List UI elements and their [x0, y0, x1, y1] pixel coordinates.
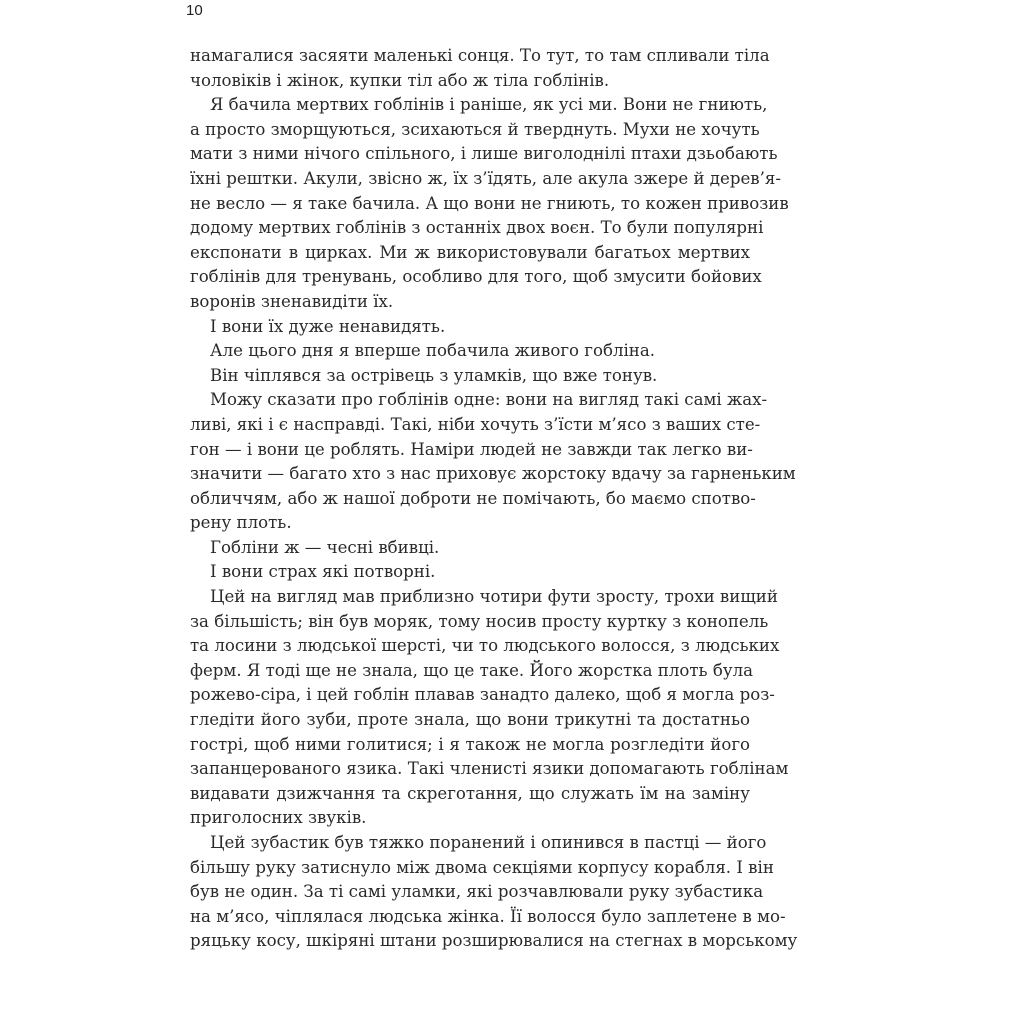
text-line: був не один. За ті самі уламки, які розчавлювали руку зубастика [190, 882, 764, 902]
text-line: та лосини з людської шерсті, чи то людського волосся, з людських [190, 636, 780, 656]
text-line: гледіти його зуби, проте знала, що вони трикутні та достатньо [190, 710, 750, 730]
page-number: 10 [186, 2, 203, 19]
text-line: гон — і вони це роблять. Наміри людей не завжди так легко ви- [190, 439, 753, 459]
text-line: ферм. Я тоді ще не знала, що це таке. Його жорстка плоть була [190, 660, 754, 680]
text-line: рену плоть. [190, 513, 292, 533]
text-line: І вони їх дуже ненавидять. [210, 316, 446, 336]
text-line: за більшість; він був моряк, тому носив просту куртку з конопель [190, 611, 769, 631]
text-line: приголосних звуків. [190, 808, 367, 828]
text-line: Цей зубастик був тяжко поранений і опинився в пастці — його [210, 833, 767, 852]
text-line: їхні рештки. Акули, звісно ж, їх з’їдять, але акула зжере й дерев’я- [190, 168, 781, 188]
text-line: значити — багато хто з нас приховує жорстоку вдачу за гарненьким [190, 464, 796, 484]
text-line: експонати в цирках. Ми ж використовували багатьох мертвих [190, 242, 750, 262]
text-line: І вони страх які потворні. [210, 562, 436, 582]
text-line: Але цього дня я вперше побачила живого гобліна. [210, 341, 656, 361]
text-line: обличчям, або ж нашої доброти не помічають, бо маємо спотво- [190, 488, 756, 508]
text-line: не весло — я таке бачила. А що вони не гниють, то кожен привозив [190, 193, 789, 213]
text-line: Я бачила мертвих гоблінів і раніше, як усі ми. Вони не гниють, [210, 95, 768, 115]
text-line: Гобліни ж — чесні вбивці. [210, 537, 440, 557]
book-page-text [190, 44, 798, 954]
text-line: на м’ясо, чіплялася людська жінка. Її волосся було заплетене в мо- [190, 906, 786, 926]
text-line: мати з ними нічого спільного, і лише виголоднілі птахи дзьобають [190, 144, 778, 164]
text-line: видавати дзижчання та скреготання, що служать їм на заміну [190, 783, 750, 803]
text-line: ливі, які і є насправді. Такі, ніби хочуть з’їсти м’ясо з ваших сте- [190, 414, 761, 434]
text-line: більшу руку затиснуло між двома секціями корпусу корабля. І він [190, 857, 774, 877]
text-line: гострі, щоб ними голитися; і я також не могла розгледіти його [190, 734, 750, 754]
text-line: запанцерованого язика. Такі членисті язики допомагають гоблінам [190, 759, 789, 779]
text-line: Він чіплявся за острівець з уламків, що вже тонув. [210, 365, 658, 385]
text-line: воронів зненавидіти їх. [190, 291, 394, 311]
text-line: Цей на вигляд мав приблизно чотири фути зросту, трохи вищий [210, 587, 778, 607]
text-line: Можу сказати про гоблінів одне: вони на вигляд такі самі жах- [210, 390, 768, 410]
text-line: а просто зморщуються, зсихаються й тверднуть. Мухи не хочуть [190, 119, 760, 139]
text-line: намагалися засяяти маленькі сонця. То тут, то там спливали тіла [190, 46, 770, 65]
text-line: додому мертвих гоблінів з останніх двох воєн. То були популярні [190, 218, 764, 238]
text-line: чоловіків і жінок, купки тіл або ж тіла гоблінів. [190, 70, 610, 90]
text-line: рожево-сіра, і цей гоблін плавав занадто далеко, щоб я могла роз- [190, 685, 775, 705]
text-line: ряцьку косу, шкіряні штани розширювалися на стегнах в морському [190, 931, 798, 951]
text-line: гоблінів для тренувань, особливо для того, щоб змусити бойових [190, 267, 762, 287]
